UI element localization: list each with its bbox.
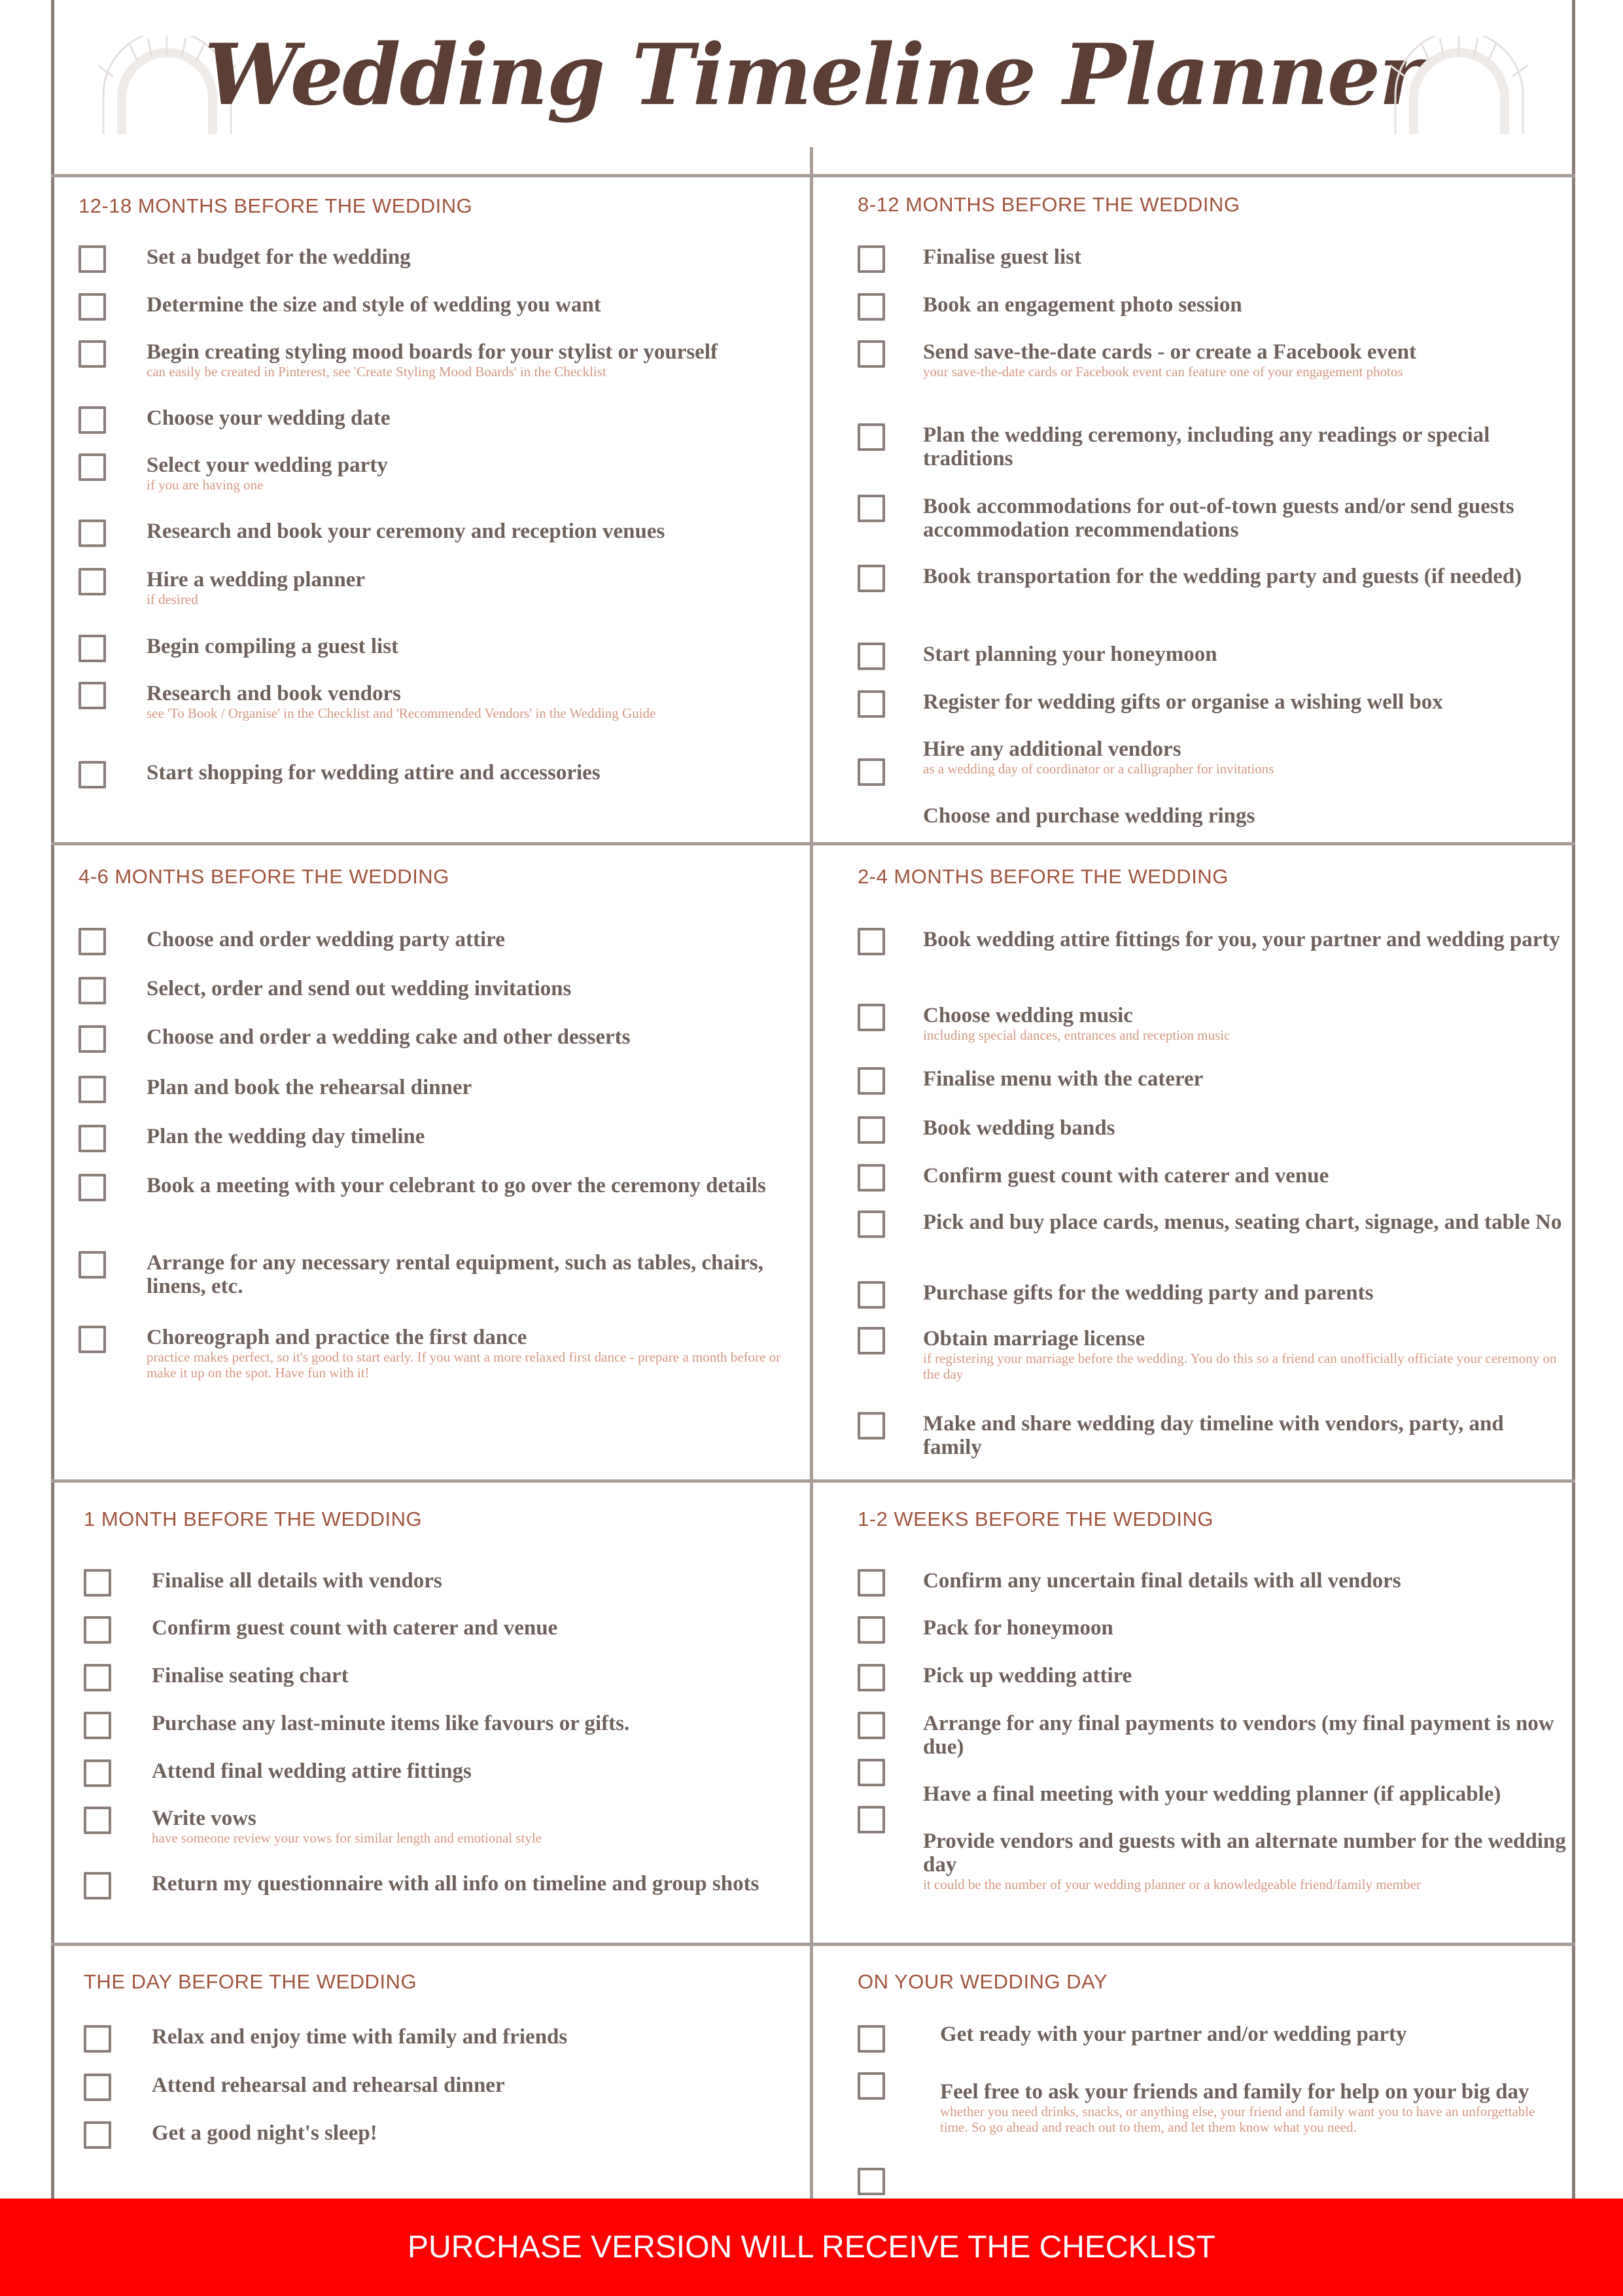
checkbox[interactable] xyxy=(84,2121,111,2149)
page-title: Wedding Timeline Planner xyxy=(204,26,1422,124)
item-label: Pick up wedding attire xyxy=(923,1664,1132,1687)
section-heading: 8-12 MONTHS BEFORE THE WEDDING xyxy=(858,193,1240,216)
item-label: Research and book your ceremony and reception venues xyxy=(147,520,665,543)
checkbox[interactable] xyxy=(858,1327,885,1354)
section-heading: 1 MONTH BEFORE THE WEDDING xyxy=(84,1508,423,1530)
checkbox[interactable] xyxy=(858,495,885,522)
checkbox[interactable] xyxy=(858,245,885,273)
checkbox[interactable] xyxy=(79,293,106,321)
item-label: Begin compiling a guest list xyxy=(147,635,399,658)
item-label: Send save-the-date cards - or create a Facebook event xyxy=(923,340,1416,364)
item-label: Get a good night's sleep! xyxy=(152,2121,377,2145)
checkbox[interactable] xyxy=(79,568,106,595)
item-label: Hire any additional vendors xyxy=(923,737,1181,761)
item-label: Plan the wedding day timeline xyxy=(147,1125,425,1148)
item-label: Confirm guest count with caterer and venue xyxy=(152,1616,558,1640)
item-label: Choose and purchase wedding rings xyxy=(923,804,1255,828)
item-note: if desired xyxy=(147,592,198,607)
checkbox[interactable] xyxy=(84,1569,111,1597)
checkbox[interactable] xyxy=(858,1712,885,1739)
section-1-month xyxy=(84,1508,797,1933)
checkbox[interactable] xyxy=(858,293,885,321)
item-label: Pick and buy place cards, menus, seating chart, signage, and table No xyxy=(923,1210,1562,1234)
checkbox[interactable] xyxy=(858,1210,885,1238)
item-label: Write vows xyxy=(152,1807,256,1830)
item-label: Select your wedding party xyxy=(147,453,388,477)
item-label: Return my questionnaire with all info on timeline and group shots xyxy=(152,1872,759,1896)
item-label: Finalise guest list xyxy=(923,245,1082,269)
checkbox[interactable] xyxy=(858,1281,885,1309)
header xyxy=(51,0,1575,177)
checkbox[interactable] xyxy=(858,1004,885,1031)
checkbox[interactable] xyxy=(858,1164,885,1192)
item-label: Confirm guest count with caterer and venue xyxy=(923,1164,1329,1188)
checkbox[interactable] xyxy=(858,340,885,368)
item-label: Select, order and send out wedding invitations xyxy=(147,977,572,1000)
item-note: see 'To Book / Organise' in the Checklist and 'Recommended Vendors' in the Wedding Guide xyxy=(147,705,656,721)
item-note: your save-the-date cards or Facebook event can feature one of your engagement photos xyxy=(923,364,1403,380)
section-heading: ON YOUR WEDDING DAY xyxy=(858,1970,1108,1993)
item-label: Research and book vendors xyxy=(147,682,402,705)
item-label: Finalise menu with the caterer xyxy=(923,1067,1204,1091)
checkbox[interactable] xyxy=(858,565,885,592)
item-label: Purchase gifts for the wedding party and parents xyxy=(923,1281,1374,1305)
checkbox[interactable] xyxy=(79,1251,106,1279)
checkbox[interactable] xyxy=(79,1025,106,1053)
item-note: whether you need drinks, snacks, or anything else, your friend and family want you to have an unforgettable time. So go ahead and reach out to them, and let them know what you need. xyxy=(940,2104,1535,2135)
item-label: Confirm any uncertain final details with all vendors xyxy=(923,1569,1401,1593)
checkbox[interactable] xyxy=(858,643,885,670)
item-label: Book an engagement photo session xyxy=(923,293,1242,317)
checkbox[interactable] xyxy=(79,761,106,788)
item-label: Pack for honeymoon xyxy=(923,1616,1113,1640)
section-heading: 12-18 MONTHS BEFORE THE WEDDING xyxy=(79,194,473,217)
checkbox[interactable] xyxy=(858,423,885,451)
item-label: Provide vendors and guests with an alternate number for the wedding day xyxy=(923,1829,1566,1877)
item-label: Obtain marriage license xyxy=(923,1327,1145,1351)
item-label: Determine the size and style of wedding you want xyxy=(147,293,601,317)
checkbox[interactable] xyxy=(79,682,106,709)
section-heading: 1-2 WEEKS BEFORE THE WEDDING xyxy=(858,1508,1213,1530)
section-1-2-weeks xyxy=(858,1508,1572,1933)
item-label: Book a meeting with your celebrant to go over the ceremony details xyxy=(147,1174,766,1197)
section-heading: 2-4 MONTHS BEFORE THE WEDDING xyxy=(858,865,1229,888)
item-label: Choose and order wedding party attire xyxy=(147,928,505,951)
item-label: Plan and book the rehearsal dinner xyxy=(147,1076,472,1099)
section-8-12-months xyxy=(858,193,1571,838)
item-label: Arrange for any final payments to vendors (my final payment is now due) xyxy=(923,1712,1554,1759)
item-note: it could be the number of your wedding planner or a knowledgeable friend/family member xyxy=(923,1877,1422,1892)
section-2-4-months xyxy=(858,865,1571,1474)
item-label: Plan the wedding ceremony, including any readings or special traditions xyxy=(923,423,1490,470)
item-note: if you are having one xyxy=(147,477,264,493)
item-label: Attend rehearsal and rehearsal dinner xyxy=(152,2074,505,2097)
item-label: Purchase any last-minute items like favours or gifts. xyxy=(152,1712,630,1735)
checkbox[interactable] xyxy=(79,1125,106,1152)
item-label: Get ready with your partner and/or wedding party xyxy=(940,2022,1407,2046)
checkbox[interactable] xyxy=(79,928,106,955)
item-label: Relax and enjoy time with family and friends xyxy=(152,2025,568,2049)
checkbox[interactable] xyxy=(79,635,106,662)
checkbox[interactable] xyxy=(84,1759,111,1787)
checkbox[interactable] xyxy=(84,1712,111,1739)
section-12-18-months xyxy=(79,194,792,836)
item-label: Have a final meeting with your wedding planner (if applicable) xyxy=(923,1782,1501,1806)
checkbox[interactable] xyxy=(79,340,106,368)
checkbox[interactable] xyxy=(858,1759,885,1786)
item-label: Book transportation for the wedding party and guests (if needed) xyxy=(923,565,1522,588)
item-label: Book wedding attire fittings for you, your partner and wedding party xyxy=(923,928,1560,951)
item-label: Finalise seating chart xyxy=(152,1664,349,1687)
item-label: Choose and order a wedding cake and other desserts xyxy=(147,1025,631,1049)
checkbox[interactable] xyxy=(79,1076,106,1103)
divider xyxy=(51,1943,1575,1946)
item-label: Finalise all details with vendors xyxy=(152,1569,442,1593)
item-label: Arrange for any necessary rental equipment, such as tables, chairs, linens, etc. xyxy=(147,1251,763,1298)
checkbox[interactable] xyxy=(84,1872,111,1899)
checkbox[interactable] xyxy=(858,2168,885,2195)
item-label: Choreograph and practice the first dance xyxy=(147,1326,527,1349)
divider xyxy=(51,842,1575,845)
item-label: Start shopping for wedding attire and accessories xyxy=(147,761,601,785)
item-label: Choose wedding music xyxy=(923,1004,1133,1027)
item-label: Book accommodations for out-of-town guests and/or send guests accommodation recommendations xyxy=(923,495,1514,542)
checkbox[interactable] xyxy=(79,520,106,547)
checkbox[interactable] xyxy=(858,758,885,786)
checkbox[interactable] xyxy=(84,2074,111,2101)
banner-text: PURCHASE VERSION WILL RECEIVE THE CHECKLIST xyxy=(408,2230,1215,2265)
checkbox[interactable] xyxy=(79,453,106,481)
section-wedding-day xyxy=(858,1970,1571,2196)
section-heading: 4-6 MONTHS BEFORE THE WEDDING xyxy=(79,865,449,888)
item-label: Attend final wedding attire fittings xyxy=(152,1759,472,1783)
item-label: Book wedding bands xyxy=(923,1116,1115,1140)
section-4-6-months xyxy=(79,865,792,1474)
checkbox[interactable] xyxy=(79,977,106,1004)
checkbox[interactable] xyxy=(858,1569,885,1597)
item-note: can easily be created in Pinterest, see 'Create Styling Mood Boards' in the Checklist xyxy=(147,364,606,380)
item-label: Feel free to ask your friends and family for help on your big day xyxy=(940,2080,1529,2104)
checkbox[interactable] xyxy=(858,1616,885,1644)
checkbox[interactable] xyxy=(858,1116,885,1144)
checkbox[interactable] xyxy=(84,1664,111,1691)
item-note: including special dances, entrances and reception music xyxy=(923,1027,1230,1043)
divider xyxy=(51,1479,1575,1483)
checkbox[interactable] xyxy=(79,245,106,273)
item-label: Register for wedding gifts or organise a wishing well box xyxy=(923,690,1443,714)
checkbox[interactable] xyxy=(858,1664,885,1691)
column-divider xyxy=(810,147,813,2199)
divider xyxy=(51,174,1575,177)
item-label: Make and share wedding day timeline with vendors, party, and family xyxy=(923,1412,1504,1459)
sunburst-arch-right-icon xyxy=(1376,36,1543,134)
item-note: have someone review your vows for similar length and emotional style xyxy=(152,1830,542,1846)
checkbox[interactable] xyxy=(84,1807,111,1834)
checkbox[interactable] xyxy=(858,1806,885,1833)
item-label: Hire a wedding planner xyxy=(147,568,366,592)
checkbox[interactable] xyxy=(79,1326,106,1353)
item-label: Choose your wedding date xyxy=(147,406,391,430)
item-label: Begin creating styling mood boards for your stylist or yourself xyxy=(147,340,718,364)
checkbox[interactable] xyxy=(858,690,885,718)
checkbox[interactable] xyxy=(84,1616,111,1644)
checkbox[interactable] xyxy=(858,928,885,955)
checkbox[interactable] xyxy=(79,406,106,434)
section-day-before xyxy=(84,1970,797,2193)
checkbox[interactable] xyxy=(858,1067,885,1095)
checkbox[interactable] xyxy=(79,1174,106,1201)
checkbox[interactable] xyxy=(858,1412,885,1439)
checkbox[interactable] xyxy=(858,2025,885,2053)
item-label: Set a budget for the wedding xyxy=(147,245,411,269)
checkbox[interactable] xyxy=(84,2025,111,2053)
section-heading: THE DAY BEFORE THE WEDDING xyxy=(84,1970,417,1993)
item-label: Start planning your honeymoon xyxy=(923,643,1217,666)
checkbox[interactable] xyxy=(858,2072,885,2100)
item-note: as a wedding day of coordinator or a calligrapher for invitations xyxy=(923,761,1274,777)
item-note: practice makes perfect, so it's good to start early. If you want a more relaxed first dance - prepare a month before or make it up on the spot. Have fun with it! xyxy=(147,1349,781,1381)
purchase-banner xyxy=(0,2199,1623,2296)
item-note: if registering your marriage before the wedding. You do this so a friend can unofficially officiate your ceremony on the day xyxy=(923,1351,1557,1382)
